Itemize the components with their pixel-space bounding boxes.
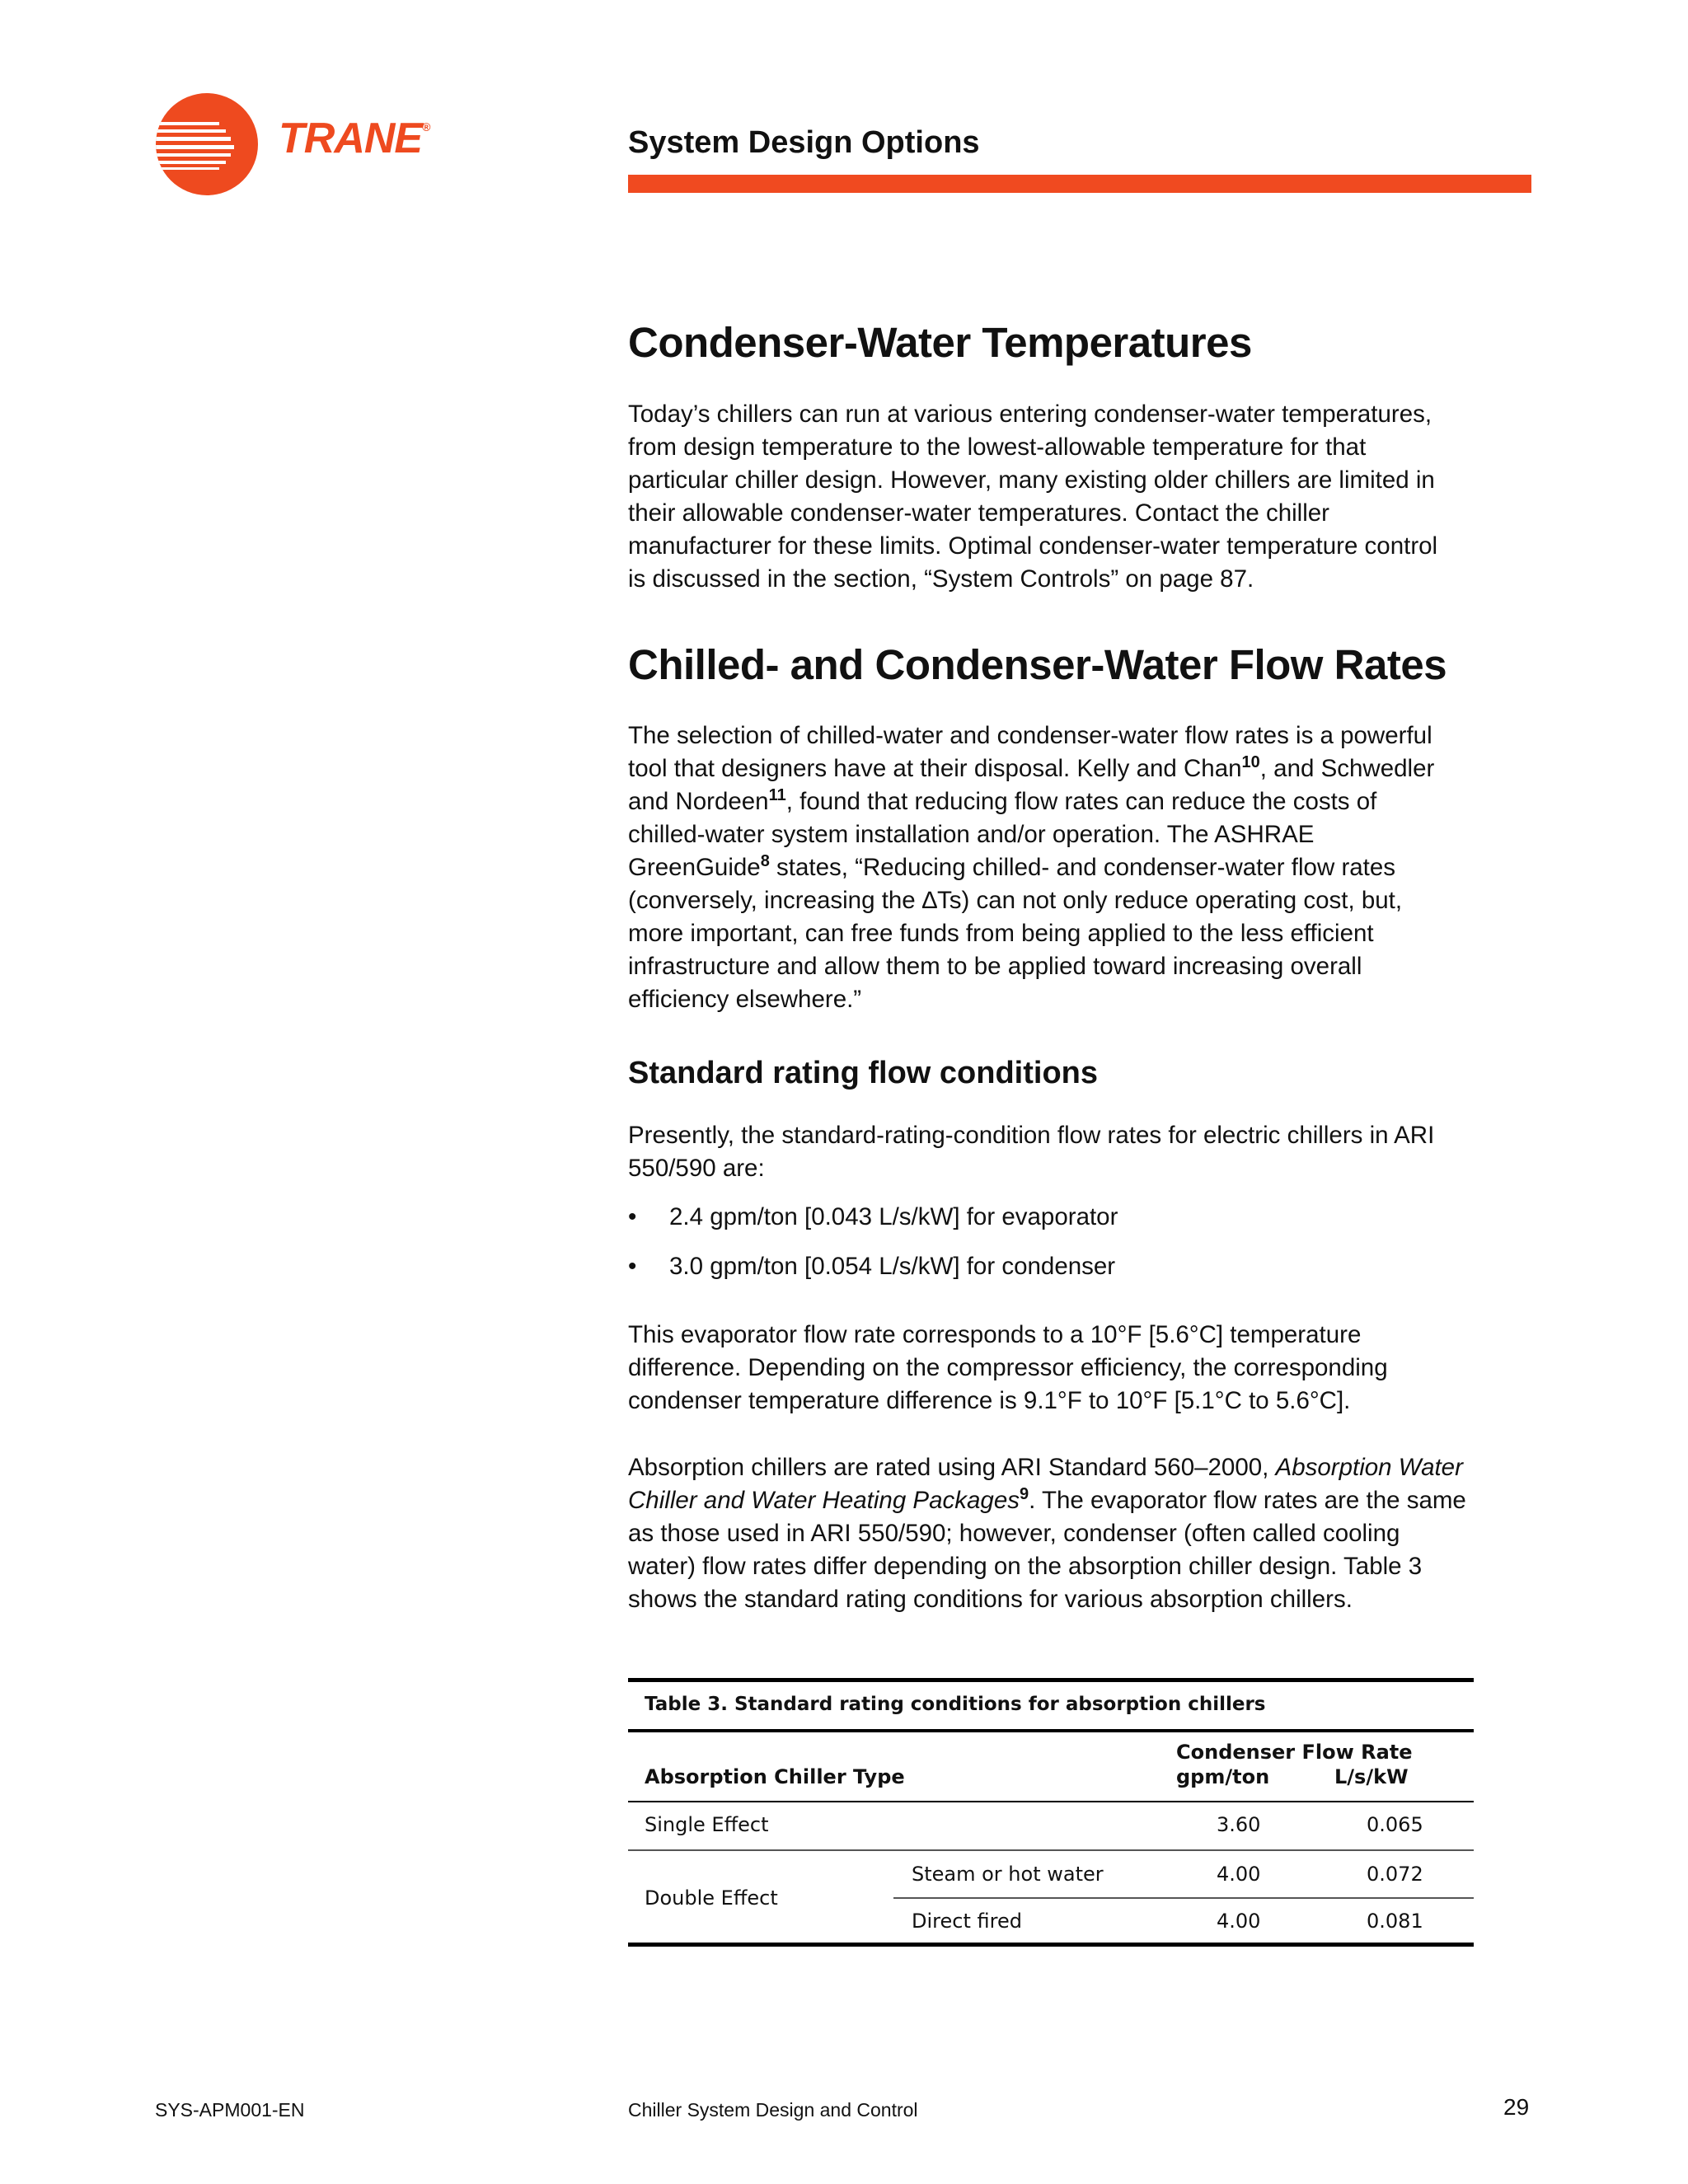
paragraph-line: The selection of chilled-water and condenser-water flow rates is a powerful	[628, 722, 1432, 749]
bullet-glyph: •	[628, 1203, 637, 1230]
text-run: and Nordeen	[628, 788, 769, 815]
paragraph-line: (conversely, increasing the ∆Ts) can not only reduce operating cost, but,	[628, 887, 1403, 914]
table-subrow-divider	[893, 1897, 1474, 1899]
text-run: , and Schwedler	[1259, 755, 1435, 782]
flow-rates-heading-wrap	[628, 640, 1543, 689]
column-group-header: Condenser Flow Rate	[1176, 1741, 1413, 1764]
list-item-text: 2.4 gpm/ton [0.043 L/s/kW] for evaporator	[669, 1203, 1118, 1230]
cell-ls: 0.065	[1367, 1813, 1423, 1836]
footer-doc-id: SYS-APM001-EN	[155, 2099, 305, 2121]
registered-mark: ®	[422, 120, 430, 134]
cell-ls: 0.072	[1367, 1863, 1423, 1886]
column-header-ls: L/s/kW	[1334, 1765, 1409, 1788]
heading-flow-rates: Chilled- and Condenser-Water Flow Rates	[628, 641, 1447, 688]
brand-wordmark	[279, 114, 429, 163]
standard-title-italic: Chiller and Water Heating Packages	[628, 1487, 1020, 1514]
paragraph-line: efficiency elsewhere.”	[628, 986, 862, 1013]
cell-gpm: 3.60	[1217, 1813, 1261, 1836]
table-caption: Table 3. Standard rating conditions for absorption chillers	[645, 1694, 1266, 1715]
standard-rating-heading-wrap	[628, 1056, 1543, 1091]
footnote-ref: 8	[760, 852, 770, 871]
flow-rates-paragraph	[628, 719, 1543, 1016]
list-item-text: 3.0 gpm/ton [0.054 L/s/kW] for condenser	[669, 1253, 1116, 1280]
paragraph-line: water) flow rates differ depending on the absorption chiller design. Table 3	[628, 1553, 1423, 1580]
cell-gpm: 4.00	[1217, 1863, 1261, 1886]
paragraph-line	[628, 1451, 1543, 1484]
trane-logo-icon	[155, 92, 259, 196]
paragraph-line: more important, can free funds from being applied to the less efficient	[628, 920, 1374, 947]
cell-subtype: Direct fired	[912, 1910, 1022, 1933]
paragraph-line: particular chiller design. However, many existing older chillers are limited in	[628, 466, 1435, 494]
paragraph-line	[628, 785, 1543, 818]
heading-standard-rating-flow-conditions: Standard rating flow conditions	[628, 1056, 1098, 1090]
cell-subtype: Steam or hot water	[912, 1863, 1104, 1886]
text-run: Absorption chillers are rated using ARI Standard 560–2000,	[628, 1454, 1276, 1481]
footnote-ref: 11	[768, 786, 786, 805]
footer-title: Chiller System Design and Control	[628, 2099, 918, 2121]
paragraph-line: manufacturer for these limits. Optimal condenser-water temperature control	[628, 532, 1438, 560]
section-title: System Design Options	[628, 125, 980, 160]
column-header-gpm: gpm/ton	[1176, 1765, 1270, 1788]
bullet-glyph: •	[628, 1253, 637, 1280]
header-accent-bar	[628, 175, 1531, 193]
paragraph-line: their allowable condenser-water temperatures. Contact the chiller	[628, 499, 1330, 527]
table-bottom-rule	[628, 1943, 1474, 1947]
paragraph-line: difference. Depending on the compressor efficiency, the corresponding	[628, 1354, 1388, 1381]
paragraph-line: This evaporator flow rate corresponds to a 10°F [5.6°C] temperature	[628, 1321, 1362, 1348]
temperature-difference-paragraph	[628, 1319, 1543, 1418]
text-run: , found that reducing flow rates can reduce the costs of	[785, 788, 1377, 815]
paragraph-line: Today’s chillers can run at various entering condenser-water temperatures,	[628, 401, 1432, 428]
table-header-rule	[628, 1801, 1474, 1802]
paragraph-line	[628, 1484, 1543, 1517]
cell-ls: 0.081	[1367, 1910, 1423, 1933]
paragraph-line: from design temperature to the lowest-allowable temperature for that	[628, 434, 1367, 461]
standard-rating-intro	[628, 1119, 1543, 1185]
paragraph-line: as those used in ARI 550/590; however, condenser (often called cooling	[628, 1520, 1400, 1547]
paragraph-line: Presently, the standard-rating-condition flow rates for electric chillers in ARI	[628, 1122, 1435, 1149]
condenser-water-paragraph	[628, 398, 1543, 596]
text-run: . The evaporator flow rates are the same	[1029, 1487, 1466, 1514]
condenser-water-temperatures-heading-wrap	[628, 318, 1543, 367]
table-top-rule	[628, 1678, 1474, 1682]
paragraph-line	[628, 752, 1543, 785]
paragraph-line: 550/590 are:	[628, 1155, 765, 1182]
paragraph-line	[628, 851, 1543, 884]
text-run: GreenGuide	[628, 854, 761, 881]
page-number: 29	[1503, 2094, 1530, 2120]
heading-condenser-water-temperatures: Condenser-Water Temperatures	[628, 319, 1252, 366]
column-header-type: Absorption Chiller Type	[645, 1765, 905, 1788]
text-run: tool that designers have at their disposal. Kelly and Chan	[628, 755, 1242, 782]
cell-chiller-type: Double Effect	[645, 1886, 778, 1910]
absorption-chillers-paragraph	[628, 1451, 1543, 1616]
paragraph-line: chilled-water system installation and/or operation. The ASHRAE	[628, 821, 1315, 848]
text-run: states, “Reducing chilled- and condenser-water flow rates	[769, 854, 1396, 881]
footnote-ref: 10	[1241, 753, 1260, 772]
paragraph-line: is discussed in the section, “System Controls” on page 87.	[628, 565, 1254, 593]
cell-chiller-type: Single Effect	[645, 1813, 769, 1836]
paragraph-line: infrastructure and allow them to be applied toward increasing overall	[628, 953, 1362, 980]
table-row-divider	[628, 1849, 1474, 1851]
brand-name: TRANE	[279, 115, 423, 162]
standard-title-italic: Absorption Water	[1275, 1454, 1463, 1481]
cell-gpm: 4.00	[1217, 1910, 1261, 1933]
paragraph-line: condenser temperature difference is 9.1°F to 10°F [5.1°C to 5.6°C].	[628, 1387, 1351, 1414]
paragraph-line: shows the standard rating conditions for various absorption chillers.	[628, 1586, 1353, 1613]
footnote-ref: 9	[1019, 1485, 1029, 1504]
table-caption-rule	[628, 1729, 1474, 1732]
